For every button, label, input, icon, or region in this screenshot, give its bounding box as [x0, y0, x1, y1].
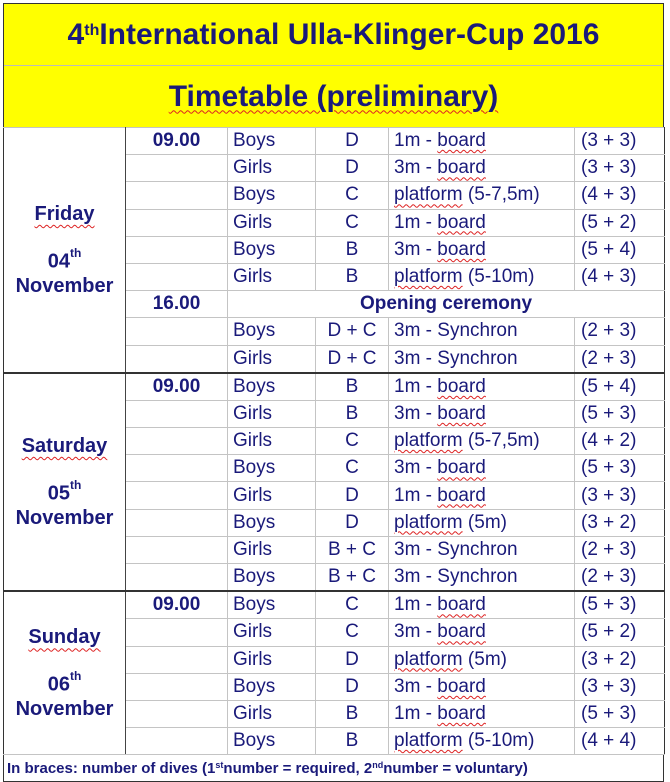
event-text: 3m - Synchron [394, 566, 518, 588]
class-cell: B [316, 400, 389, 427]
time-cell [126, 236, 228, 263]
schedule-table [3, 127, 665, 755]
time-cell: 09.00 [126, 373, 228, 401]
event-text: 3m - board [394, 157, 486, 179]
class-cell: C [316, 182, 389, 209]
class-cell: B + C [316, 564, 389, 592]
day-month: November [15, 274, 114, 297]
dives-cell: (3 + 3) [575, 673, 665, 700]
time-cell [126, 646, 228, 673]
class-cell: B + C [316, 536, 389, 563]
day-name: Saturday [21, 435, 108, 458]
gender-cell: Girls [228, 263, 316, 290]
event-cell [389, 236, 575, 263]
event-text: 3m - board [394, 457, 486, 479]
event-text: 3m - board [394, 675, 486, 697]
event-text: platform (5m) [394, 511, 507, 533]
gender-cell: Boys [228, 564, 316, 592]
gender-cell: Boys [228, 509, 316, 536]
day-date [4, 667, 125, 697]
gender-cell: Boys [228, 728, 316, 755]
time-cell [126, 263, 228, 290]
class-cell: B [316, 700, 389, 727]
gender-cell: Boys [228, 373, 316, 401]
class-cell: D [316, 673, 389, 700]
gender-cell: Boys [228, 128, 316, 155]
gender-cell: Girls [228, 646, 316, 673]
time-cell [126, 536, 228, 563]
dives-cell: (3 + 3) [575, 482, 665, 509]
day-month: November [15, 506, 114, 529]
day-name: Sunday [28, 626, 101, 649]
dives-cell: (2 + 3) [575, 318, 665, 345]
time-cell [126, 155, 228, 182]
class-cell: B [316, 373, 389, 401]
time-cell [126, 673, 228, 700]
event-text: platform (5-10m) [394, 266, 535, 288]
day-cell [4, 373, 126, 592]
dives-cell: (5 + 3) [575, 700, 665, 727]
event-text: 1m - board [394, 130, 486, 152]
event-cell [389, 128, 575, 155]
table-row [4, 373, 665, 401]
event-text: platform (5-7,5m) [394, 184, 540, 206]
gender-cell: Boys [228, 455, 316, 482]
dives-cell: (2 + 3) [575, 564, 665, 592]
gender-cell: Girls [228, 700, 316, 727]
day-name: Friday [34, 203, 95, 226]
class-cell: C [316, 455, 389, 482]
date-number: 06 [47, 674, 70, 697]
event-cell [389, 619, 575, 646]
footer-sup2: nd [372, 760, 384, 771]
class-cell: C [316, 209, 389, 236]
time-cell [126, 400, 228, 427]
gender-cell: Girls [228, 400, 316, 427]
class-cell: C [316, 428, 389, 455]
event-cell [389, 646, 575, 673]
event-cell [389, 155, 575, 182]
gender-cell: Boys [228, 591, 316, 619]
dives-cell: (4 + 3) [575, 263, 665, 290]
class-cell: D + C [316, 345, 389, 373]
class-cell: D [316, 155, 389, 182]
table-row [4, 591, 665, 619]
event-cell [389, 536, 575, 563]
event-cell [389, 345, 575, 373]
time-cell: 09.00 [126, 591, 228, 619]
class-cell: C [316, 591, 389, 619]
event-text: 3m - Synchron [394, 538, 518, 560]
event-cell [389, 455, 575, 482]
class-cell: C [316, 619, 389, 646]
gender-cell: Girls [228, 345, 316, 373]
event-cell [389, 591, 575, 619]
gender-cell: Girls [228, 536, 316, 563]
day-cell [4, 591, 126, 755]
title-sup: th [84, 21, 100, 39]
event-cell [389, 673, 575, 700]
event-cell [389, 373, 575, 401]
event-cell [389, 728, 575, 755]
dives-cell: (5 + 3) [575, 591, 665, 619]
event-text: platform (5-10m) [394, 730, 535, 752]
time-cell [126, 728, 228, 755]
event-cell [389, 564, 575, 592]
title-number: 4 [67, 17, 85, 51]
event-text: 3m - Synchron [394, 320, 518, 342]
date-suffix: th [69, 478, 82, 493]
day-date [4, 244, 125, 274]
event-text: 1m - board [394, 703, 486, 725]
date-suffix: th [69, 669, 82, 684]
event-text: 3m - board [394, 238, 486, 260]
event-text: 1m - board [394, 484, 486, 506]
dives-cell: (5 + 2) [575, 209, 665, 236]
time-cell [126, 700, 228, 727]
dives-cell: (2 + 3) [575, 536, 665, 563]
class-cell: B [316, 728, 389, 755]
class-cell: B [316, 236, 389, 263]
gender-cell: Girls [228, 209, 316, 236]
subtitle-text: Timetable (preliminary) [168, 79, 499, 113]
date-number: 05 [47, 482, 70, 505]
event-cell [389, 318, 575, 345]
gender-cell: Boys [228, 236, 316, 263]
event-text: 1m - board [394, 375, 486, 397]
footer-part2: number = required, 2 [223, 759, 373, 777]
title-box [3, 3, 664, 128]
gender-cell: Girls [228, 619, 316, 646]
dives-cell: (3 + 3) [575, 155, 665, 182]
event-cell [389, 400, 575, 427]
footer-part3: number = voluntary) [383, 759, 528, 777]
class-cell: B [316, 263, 389, 290]
event-text: 1m - board [394, 594, 486, 616]
gender-cell: Girls [228, 482, 316, 509]
event-cell [389, 700, 575, 727]
date-number: 04 [47, 250, 70, 273]
time-cell [126, 482, 228, 509]
time-cell [126, 509, 228, 536]
gender-cell: Boys [228, 318, 316, 345]
event-cell [389, 509, 575, 536]
dives-cell: (4 + 2) [575, 428, 665, 455]
timetable-subtitle [4, 65, 663, 127]
time-cell [126, 455, 228, 482]
time-cell [126, 345, 228, 373]
dives-cell: (5 + 3) [575, 400, 665, 427]
dives-cell: (3 + 3) [575, 128, 665, 155]
footer-sup1: st [215, 760, 224, 771]
class-cell: D + C [316, 318, 389, 345]
dives-cell: (5 + 2) [575, 619, 665, 646]
dives-cell: (5 + 4) [575, 373, 665, 401]
day-cell [4, 128, 126, 373]
dives-cell: (3 + 2) [575, 509, 665, 536]
gender-cell: Girls [228, 155, 316, 182]
time-cell [126, 428, 228, 455]
dives-cell: (3 + 2) [575, 646, 665, 673]
event-cell [389, 182, 575, 209]
class-cell: D [316, 128, 389, 155]
gender-cell: Boys [228, 673, 316, 700]
class-cell: D [316, 509, 389, 536]
ceremony-cell: Opening ceremony [228, 291, 665, 318]
event-cell [389, 263, 575, 290]
gender-cell: Girls [228, 428, 316, 455]
dives-cell: (2 + 3) [575, 345, 665, 373]
event-text: 3m - board [394, 402, 486, 424]
event-text: 1m - board [394, 211, 486, 233]
event-cell [389, 482, 575, 509]
class-cell: D [316, 482, 389, 509]
time-cell [126, 619, 228, 646]
footer-part1: In braces: number of dives (1 [7, 759, 216, 777]
class-cell: D [316, 646, 389, 673]
dives-cell: (5 + 4) [575, 236, 665, 263]
date-suffix: th [69, 246, 82, 261]
time-cell: 09.00 [126, 128, 228, 155]
event-text: platform (5-7,5m) [394, 430, 540, 452]
event-text: 3m - Synchron [394, 347, 518, 369]
title-rest: International Ulla-Klinger-Cup 2016 [99, 17, 600, 51]
time-cell [126, 209, 228, 236]
timetable-sheet [3, 3, 664, 782]
time-cell [126, 182, 228, 209]
gender-cell: Boys [228, 182, 316, 209]
dives-cell: (4 + 4) [575, 728, 665, 755]
event-text: platform (5m) [394, 648, 507, 670]
event-text: 3m - board [394, 621, 486, 643]
day-date [4, 476, 125, 506]
dives-cell: (5 + 3) [575, 455, 665, 482]
time-cell [126, 564, 228, 592]
event-title [4, 4, 663, 65]
table-row [4, 128, 665, 155]
event-cell [389, 209, 575, 236]
day-month: November [15, 698, 114, 721]
time-cell [126, 318, 228, 345]
dives-cell: (4 + 3) [575, 182, 665, 209]
event-cell [389, 428, 575, 455]
time-cell: 16.00 [126, 291, 228, 318]
footer-note [3, 755, 664, 782]
